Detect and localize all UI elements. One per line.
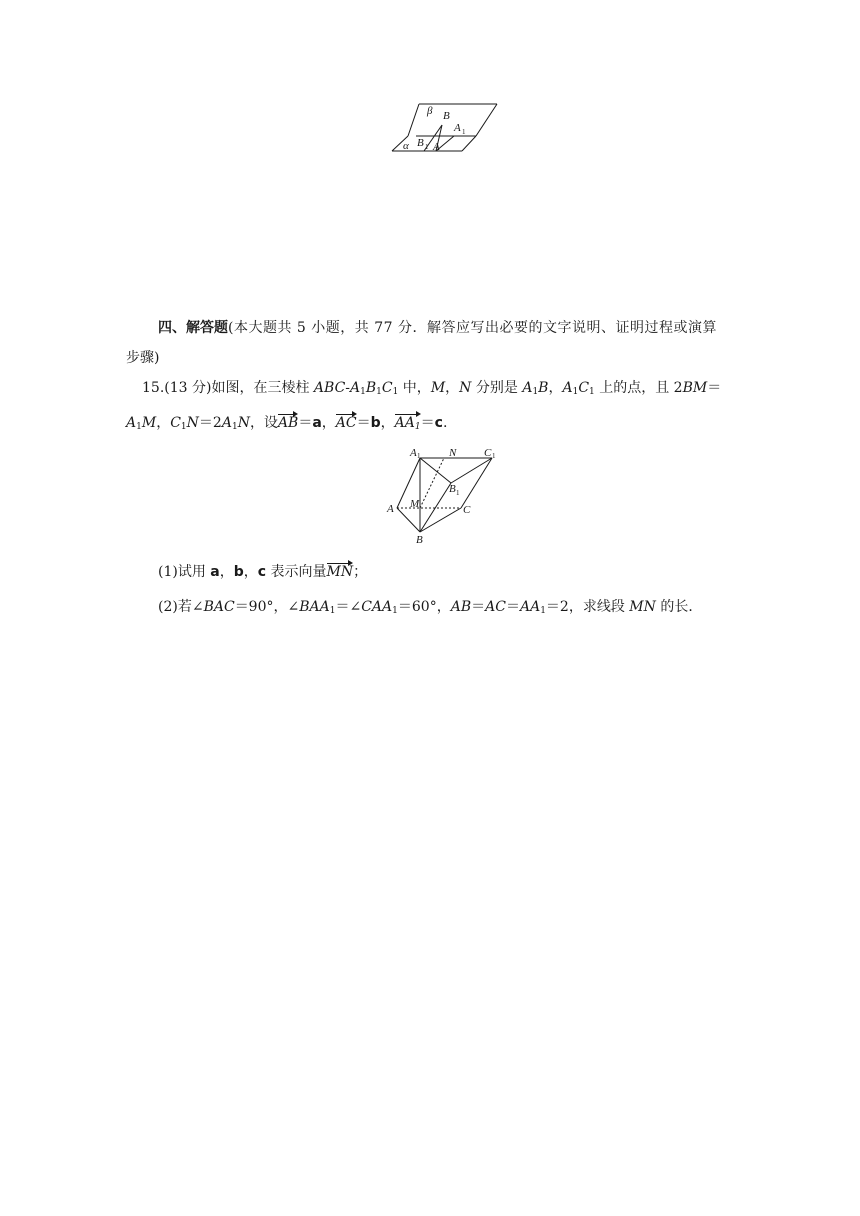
label-alpha: α: [403, 140, 409, 152]
label-n: N: [449, 447, 457, 459]
edge-a-b: [397, 508, 420, 532]
prism-figure: [383, 445, 505, 547]
vector-ac: AC: [336, 412, 357, 430]
label-a1: A: [410, 447, 417, 459]
label-m: M: [410, 498, 420, 510]
vector-b: b: [233, 564, 244, 580]
label-beta: β: [427, 105, 433, 117]
question-1: (1)试用 a，b，c 表示向量MN；: [158, 561, 778, 582]
edge-b1-c1: [451, 458, 492, 483]
section-note: (本大题共 5 小题，共 77 分．解答应写出必要的文字说明、证明过程或演算: [228, 320, 717, 336]
question-2: (2)若∠BAC＝90°，$\angle BAA_1=\angle CAA_1=60^\circ$，$AB=AC=AA_1=2$，求线段 MN 的长．: [158, 599, 703, 616]
section-note-continued: 步骤): [126, 350, 160, 366]
problem-15-statement-line2: $A_1M$，$C_1N=2A_1N$，设AB＝a，AC＝b，$AA_1=c$.: [126, 412, 746, 437]
vector-a: a: [312, 415, 322, 431]
section-title: 四、解答题: [158, 320, 228, 336]
edge-c-c1: [461, 458, 492, 508]
problem-number: 15.(13 分): [142, 380, 212, 396]
plane-beta-left-edge: [408, 104, 419, 136]
label-b: B: [416, 534, 423, 546]
label-c: C: [463, 504, 471, 516]
plane-beta-right-edge: [476, 104, 497, 136]
problem-15-statement-line1: 15.(13 分)如图，在三棱柱 ABC-$A_1B_1C_1$ 中，M，N 分别是 $A_1B$，$A_1C_1$ 上的点，且 2BM＝: [142, 380, 722, 397]
plane-alpha-right-edge: [462, 136, 476, 151]
label-c1-sub: 1: [492, 452, 496, 460]
label-a1: A: [454, 122, 461, 134]
vector-ab: AB: [278, 412, 298, 430]
label-a1-sub: 1: [417, 452, 421, 460]
vector-aa1: $AA_1$: [395, 412, 421, 434]
vector-a: a: [210, 564, 220, 580]
edge-a1-b1: [420, 458, 451, 483]
vector-c: c: [434, 415, 443, 431]
vector-mn: MN: [327, 561, 354, 579]
label-b: B: [443, 110, 450, 122]
label-b1-sub: 1: [425, 143, 429, 151]
label-b1: B: [449, 483, 456, 495]
label-a1-sub: 1: [462, 128, 466, 136]
vector-b: b: [370, 415, 381, 431]
label-b1: B: [417, 137, 424, 149]
label-a: A: [387, 503, 394, 515]
label-a: A: [433, 141, 440, 153]
planes-figure: [388, 98, 500, 156]
label-c1: C: [484, 447, 492, 459]
label-b1-sub: 1: [456, 489, 460, 497]
vector-c: c: [257, 564, 267, 580]
section-heading: [158, 318, 778, 338]
edge-b-c: [420, 508, 461, 532]
